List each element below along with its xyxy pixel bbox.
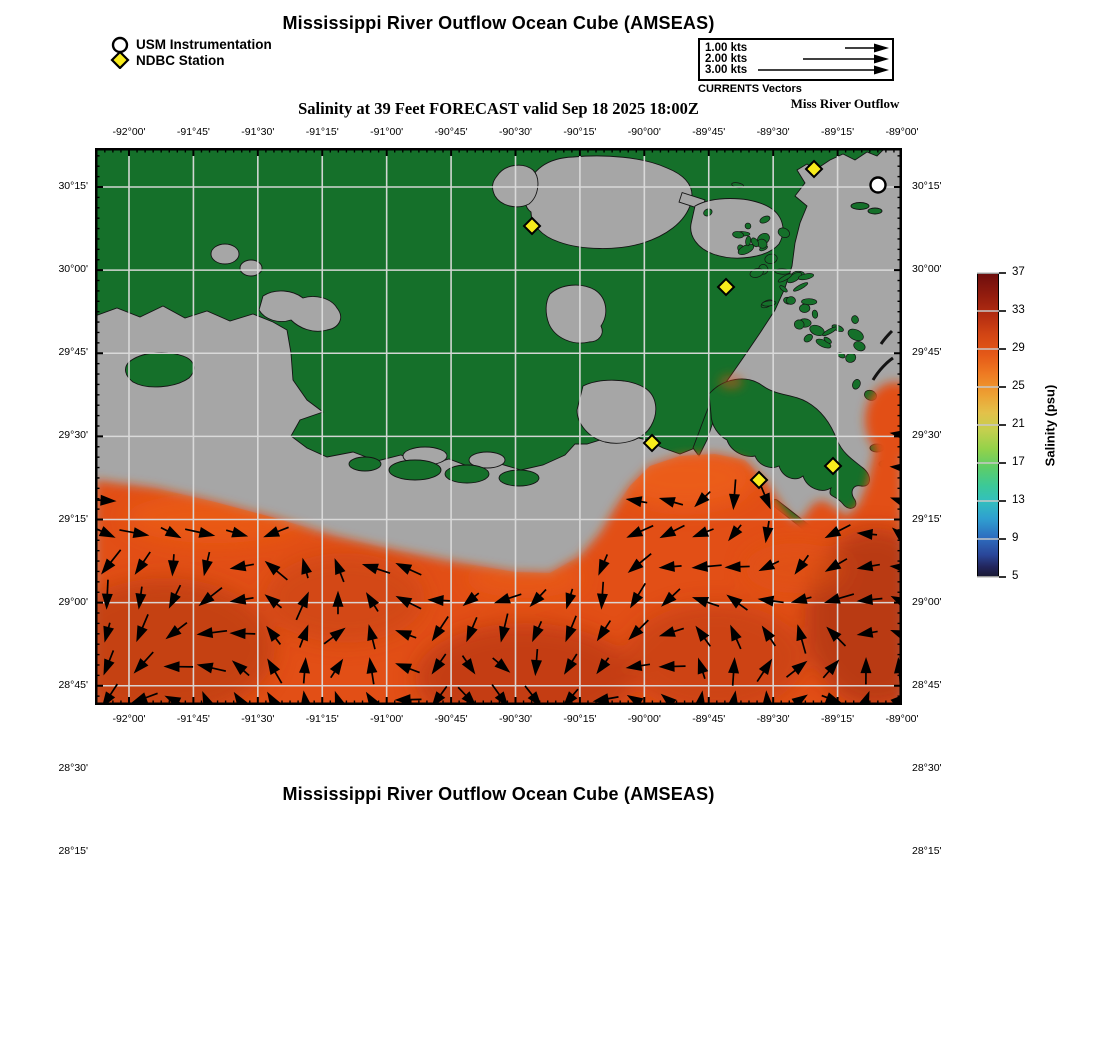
lon-tick-bottom: -90°15' — [563, 713, 597, 725]
lon-tick-bottom: -89°15' — [821, 713, 855, 725]
lon-tick-bottom: -92°00' — [112, 713, 146, 725]
lat-tick-right: 29°15' — [912, 512, 942, 525]
lon-tick-bottom: -89°00' — [885, 713, 919, 725]
lon-tick-bottom: -91°15' — [305, 713, 339, 725]
lat-tick-left: 28°15' — [58, 845, 88, 857]
lon-tick-bottom: -91°00' — [370, 713, 404, 725]
colorbar-tick-value: 5 — [1012, 570, 1019, 582]
usm-instrumentation-marker — [871, 178, 886, 193]
vector-legend-1kt: 1.00 kts — [705, 42, 748, 54]
currents-vectors-caption: CURRENTS Vectors — [698, 83, 802, 95]
colorbar-tick-value: 29 — [1012, 342, 1025, 354]
lat-tick-right: 29°30' — [912, 429, 942, 442]
marker-legend — [110, 36, 272, 69]
lon-tick-bottom: -90°30' — [498, 713, 533, 725]
colorbar-tick-value: 21 — [1012, 418, 1025, 430]
ndbc-diamond-icon — [110, 51, 130, 69]
lat-tick-right: 29°45' — [912, 346, 942, 359]
lat-tick-right: 30°15' — [912, 180, 942, 192]
lon-tick-bottom: -91°30' — [241, 713, 275, 725]
lat-tick-left: 29°15' — [58, 512, 88, 525]
lat-tick-right: 28°15' — [912, 845, 942, 857]
lon-tick-top: -92°00' — [112, 126, 146, 138]
lon-tick-top: -89°15' — [821, 126, 855, 138]
lon-tick-top: -91°00' — [370, 126, 404, 138]
lat-tick-right: 29°00' — [912, 595, 942, 608]
lat-tick-left: 29°00' — [58, 595, 88, 608]
lon-tick-bottom: -89°30' — [756, 713, 790, 725]
lat-tick-left: 29°30' — [58, 429, 88, 442]
bottom-figure-title: Mississippi River Outflow Ocean Cube (AMSEAS) — [282, 784, 715, 804]
lon-tick-top: -89°00' — [885, 126, 919, 138]
colorbar-tick-value: 37 — [1012, 266, 1025, 278]
vector-legend-2kt: 2.00 kts — [705, 53, 748, 65]
figure-subtitle: Salinity at 39 Feet FORECAST valid Sep 18 2025 18:00Z — [298, 99, 699, 118]
vector-legend-3kt: 3.00 kts — [705, 64, 748, 76]
lon-tick-top: -91°30' — [241, 126, 275, 138]
lon-tick-bottom: -90°45' — [434, 713, 468, 725]
lon-tick-bottom: -91°45' — [176, 713, 210, 725]
lon-tick-top: -90°45' — [434, 126, 468, 138]
ndbc-legend-label: NDBC Station — [136, 52, 225, 68]
colorbar-ticks — [975, 271, 1011, 581]
colorbar-tick-value: 17 — [1012, 456, 1025, 468]
colorbar-tick-value: 13 — [1012, 494, 1025, 506]
forecast-map — [95, 148, 902, 705]
lon-tick-top: -90°15' — [563, 126, 597, 138]
lon-tick-bottom: -89°45' — [692, 713, 726, 725]
lon-tick-top: -91°45' — [176, 126, 210, 138]
colorbar-tick-value: 33 — [1012, 304, 1025, 316]
lon-tick-top: -90°30' — [498, 126, 533, 138]
lat-tick-right: 28°45' — [912, 678, 942, 691]
lat-tick-left: 28°45' — [58, 678, 88, 691]
figure-title: Mississippi River Outflow Ocean Cube (AMSEAS) — [282, 13, 715, 33]
colorbar-tick-value: 9 — [1012, 532, 1019, 544]
colorbar-axis-label: Salinity (psu) — [1042, 384, 1058, 467]
lon-tick-top: -89°45' — [692, 126, 726, 138]
lon-tick-top: -89°30' — [756, 126, 790, 138]
lat-tick-left: 30°15' — [58, 180, 88, 192]
lon-tick-bottom: -90°00' — [627, 713, 661, 725]
lat-tick-left: 29°45' — [58, 346, 88, 359]
lon-tick-top: -91°15' — [305, 126, 339, 138]
lat-tick-right: 28°30' — [912, 761, 942, 774]
miss-river-outflow-label: Miss River Outflow — [790, 96, 900, 111]
usm-legend-label: USM Instrumentation — [136, 37, 272, 52]
lon-tick-top: -90°00' — [627, 126, 661, 138]
lat-tick-left: 28°30' — [58, 761, 88, 774]
colorbar-tick-value: 25 — [1012, 380, 1025, 392]
lat-tick-left: 30°00' — [58, 263, 88, 276]
lat-tick-right: 30°00' — [912, 263, 942, 276]
currents-vector-legend-box — [698, 38, 894, 81]
